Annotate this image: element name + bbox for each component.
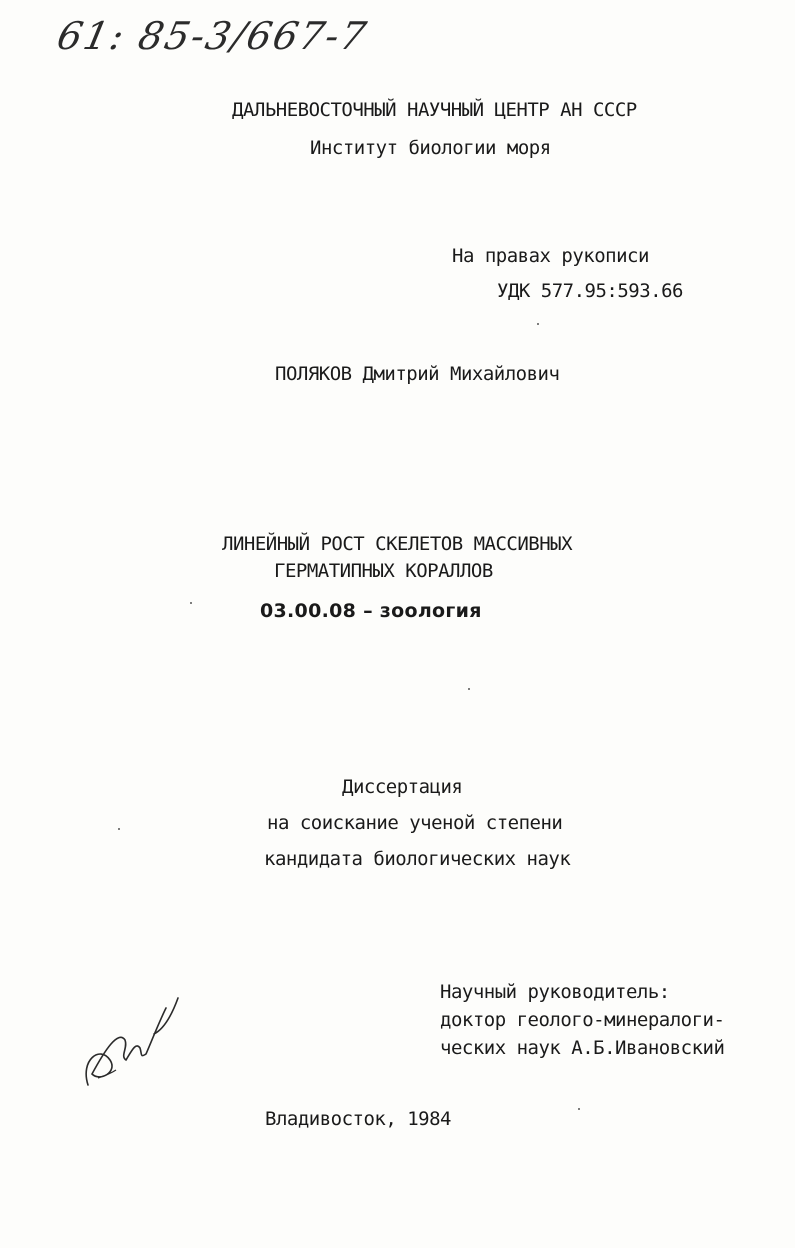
institute-name: Институт биологии моря [310, 137, 551, 159]
manuscript-note: На правах рукописи [452, 245, 649, 267]
dissertation-label: Диссертация [342, 776, 463, 798]
handwritten-signature [70, 990, 190, 1100]
thesis-title-line-1: ЛИНЕЙНЫЙ РОСТ СКЕЛЕТОВ МАССИВНЫХ [222, 533, 573, 555]
scan-speck [537, 323, 539, 325]
archive-number: 61: 85-3/667-7 [53, 14, 372, 58]
scan-speck [578, 1108, 580, 1110]
dissertation-degree-line-1: на соискание ученой степени [267, 812, 563, 834]
udc-code: УДК 577.95:593.66 [497, 280, 683, 302]
scan-speck [190, 602, 192, 604]
author-name: ПОЛЯКОВ Дмитрий Михайлович [275, 363, 560, 385]
supervisor-name: ческих наук А.Б.Ивановский [440, 1037, 725, 1059]
supervisor-degree: доктор геолого-минералоги- [440, 1009, 725, 1031]
dissertation-degree-line-2: кандидата биологических наук [264, 848, 571, 870]
scan-speck [468, 688, 470, 690]
place-and-year: Владивосток, 1984 [265, 1108, 451, 1130]
scan-speck [118, 828, 120, 830]
organization-name: ДАЛЬНЕВОСТОЧНЫЙ НАУЧНЫЙ ЦЕНТР АН СССР [232, 99, 637, 121]
supervisor-label: Научный руководитель: [440, 981, 670, 1003]
specialty-code: 03.00.08 – зоология [260, 600, 482, 622]
thesis-title-line-2: ГЕРМАТИПНЫХ КОРАЛЛОВ [274, 560, 493, 582]
